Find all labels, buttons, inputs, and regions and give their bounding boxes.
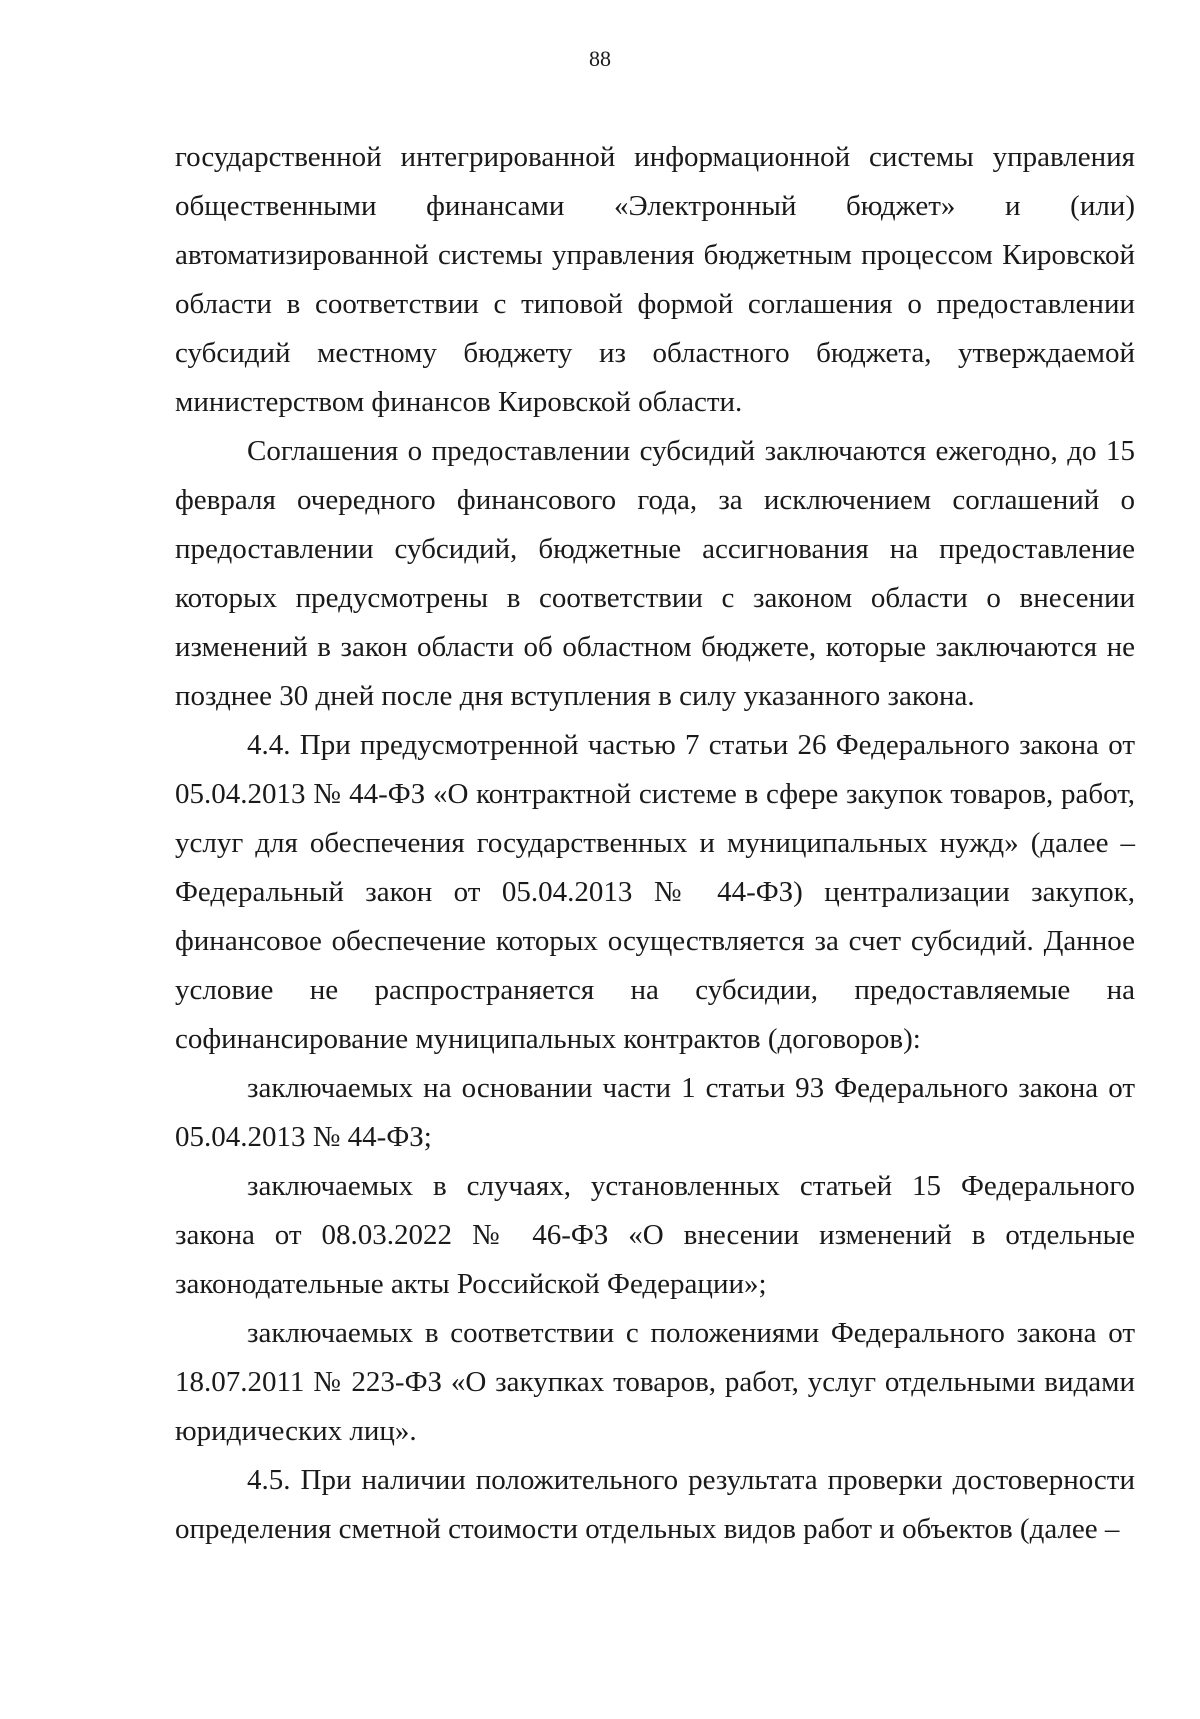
document-body xyxy=(175,133,1135,1554)
list-item-article-15: заключаемых в случаях, установленных статьей 15 Федерального закона от 08.03.2022 № 46-ФЗ «О внесении изменений в отдельные законодательные акты Российской Федерации»; xyxy=(175,1170,1135,1300)
list-item-part-1-article-93: заключаемых на основании части 1 статьи 93 Федерального закона от 05.04.2013 № 44-ФЗ; xyxy=(175,1072,1135,1153)
paragraph-continuation: государственной интегрированной информационной системы управления общественными финансами «Электронный бюджет» и (или) автоматизированной системы управления бюджетным процессом Кировской области в соответствии с типовой формой соглашения о предоставлении субсидий местному бюджету из областного бюджета, утверждаемой министерством финансов Кировской области. xyxy=(175,141,1135,418)
page-number: 88 xyxy=(589,46,611,71)
paragraph-agreements: Соглашения о предоставлении субсидий заключаются ежегодно, до 15 февраля очередного финансового года, за исключением соглашений о предоставлении субсидий, бюджетные ассигнования на предоставление которых предусмотрены в соответствии с законом области о внесении изменений в закон области об областном бюджете, которые заключаются не позднее 30 дней после дня вступления в силу указанного закона. xyxy=(175,435,1135,712)
paragraph-4-5: 4.5. При наличии положительного результата проверки достоверности определения сметной стоимости отдельных видов работ и объектов (далее – xyxy=(175,1464,1135,1545)
list-item-223-fz: заключаемых в соответствии с положениями Федерального закона от 18.07.2011 № 223-ФЗ «О закупках товаров, работ, услуг отдельными видами юридических лиц». xyxy=(175,1317,1135,1447)
paragraph-4-4: 4.4. При предусмотренной частью 7 статьи 26 Федерального закона от 05.04.2013 № 44-ФЗ «О контрактной системе в сфере закупок товаров, работ, услуг для обеспечения государственных и муниципальных нужд» (далее – Федеральный закон от 05.04.2013 № 44-ФЗ) централизации закупок, финансовое обеспечение которых осуществляется за счет субсидий. Данное условие не распространяется на субсидии, предоставляемые на софинансирование муниципальных контрактов (договоров): xyxy=(175,729,1135,1055)
